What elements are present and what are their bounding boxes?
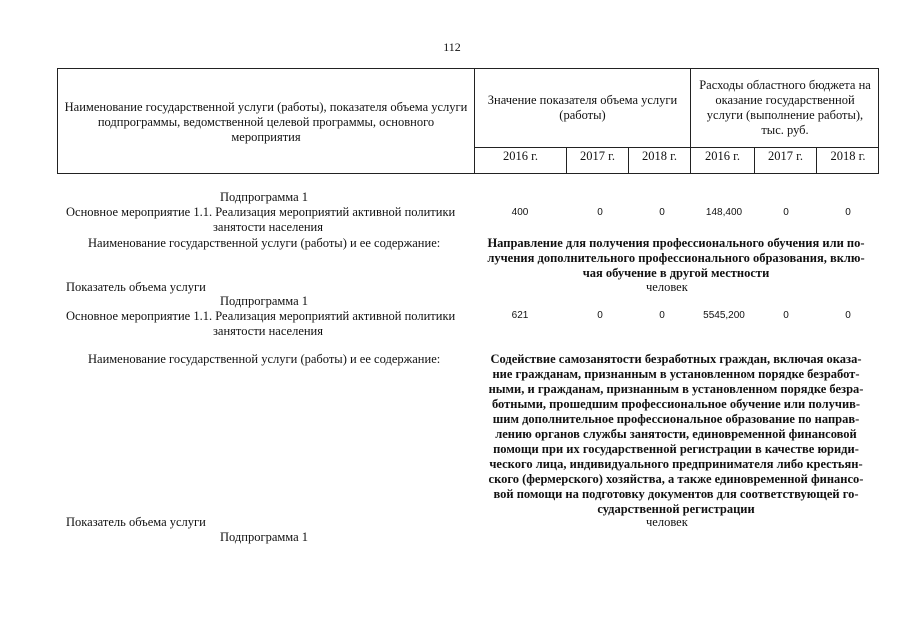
- service-description: [478, 352, 874, 517]
- value-2017: 0: [597, 310, 603, 321]
- subprogram-label: Подпрограмма 1: [220, 530, 309, 544]
- service-line: сударственной регистрации: [597, 502, 755, 516]
- header-col-expense: Расходы областного бюджета на оказание государственной услуги (выполнение работы), тыс. руб.: [699, 78, 871, 137]
- indicator-label: Показатель объема услуги: [66, 280, 206, 294]
- service-label: Наименование государственной услуги (работы) и ее содержание:: [88, 352, 441, 366]
- service-line: ческого лица, индивидуального предпринимателя либо крестьян-: [489, 457, 863, 471]
- unit-label: человек: [646, 515, 688, 529]
- service-line: ского (фермерского) хозяйства, а также единовременной финансо-: [488, 472, 864, 486]
- service-line: ботными, прошедшим профессиональное обучение или получив-: [491, 397, 861, 411]
- service-line: ние гражданам, признанным в установленном порядке безработ-: [492, 367, 860, 381]
- subprogram-label: Подпрограмма 1: [220, 190, 309, 204]
- header-col-value: Значение показателя объема услуги (работы): [487, 93, 678, 122]
- service-line: Направление для получения профессионального обучения или по-: [487, 236, 865, 250]
- measure-title: [66, 309, 470, 339]
- value-2017: 0: [597, 207, 603, 218]
- expense-2017: 0: [783, 310, 789, 321]
- unit-label: человек: [646, 280, 688, 294]
- header-col-name: Наименование государственной услуги (работы), показателя объема услуги подпрограммы, ведомственной целевой программы, основного мероприятия: [64, 99, 468, 144]
- service-line: лучения дополнительного профессионального образования, вклю-: [487, 251, 865, 265]
- service-line: чая обучение в другой местности: [582, 266, 770, 280]
- measure-title: [66, 205, 470, 235]
- header-year: 2017 г.: [768, 148, 803, 163]
- header-year: 2017 г.: [580, 148, 615, 163]
- header-table: [57, 68, 879, 174]
- expense-2016: 5545,200: [703, 310, 745, 321]
- value-2018: 0: [659, 310, 665, 321]
- value-2018: 0: [659, 207, 665, 218]
- subprogram-label: Подпрограмма 1: [220, 294, 309, 308]
- page-number: 112: [443, 40, 461, 54]
- service-line: шим дополнительное профессиональное образование по направ-: [492, 412, 860, 426]
- value-2016: 621: [511, 310, 529, 321]
- measure-title-line: занятости населения: [212, 324, 323, 338]
- indicator-label: Показатель объема услуги: [66, 515, 206, 529]
- measure-title-line: Основное мероприятие 1.1. Реализация мероприятий активной политики: [66, 309, 456, 323]
- service-line: Содействие самозанятости безработных граждан, включая оказа-: [490, 352, 862, 366]
- service-line: вой помощи на подготовку документов для соответствующей го-: [493, 487, 859, 501]
- header-year: 2016 г.: [503, 148, 538, 163]
- expense-2016: 148,400: [705, 207, 743, 218]
- measure-title-line: занятости населения: [212, 220, 323, 234]
- value-2016: 400: [511, 207, 529, 218]
- expense-2017: 0: [783, 207, 789, 218]
- expense-2018: 0: [845, 310, 851, 321]
- header-year: 2016 г.: [705, 148, 740, 163]
- service-line: лению органов службы занятости, единовременной финансовой: [495, 427, 857, 441]
- service-description: [478, 236, 874, 281]
- service-label: Наименование государственной услуги (работы) и ее содержание:: [88, 236, 441, 250]
- service-line: ными, и гражданам, признанным в установленном порядке безра-: [488, 382, 864, 396]
- header-year: 2018 г.: [642, 148, 677, 163]
- measure-title-line: Основное мероприятие 1.1. Реализация мероприятий активной политики: [66, 205, 456, 219]
- header-year: 2018 г.: [830, 148, 866, 163]
- service-line: помощи при их государственной регистрации в качестве юриди-: [493, 442, 859, 456]
- expense-2018: 0: [845, 207, 851, 218]
